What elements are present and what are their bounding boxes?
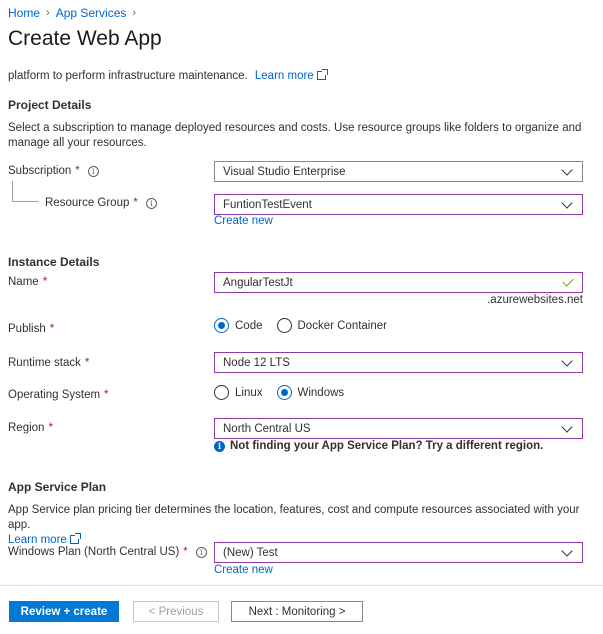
radio-unselected-icon[interactable] bbox=[214, 385, 229, 400]
runtime-stack-label: Runtime stack * bbox=[8, 357, 90, 369]
resource-group-create-new-link[interactable]: Create new bbox=[214, 215, 273, 227]
windows-plan-label: Windows Plan (North Central US) * i bbox=[8, 546, 207, 558]
operating-system-label: Operating System * bbox=[8, 389, 109, 401]
publish-code-radio[interactable]: Code bbox=[214, 318, 263, 333]
review-create-button[interactable]: Review + create bbox=[9, 601, 119, 622]
runtime-stack-dropdown[interactable]: Node 12 LTS bbox=[214, 352, 583, 373]
publish-radio-group bbox=[214, 318, 387, 333]
learn-more-link[interactable]: Learn more bbox=[255, 70, 326, 82]
required-marker: * bbox=[48, 422, 53, 434]
breadcrumb-app-services-link[interactable]: App Services bbox=[55, 6, 127, 20]
chevron-down-icon bbox=[561, 355, 572, 366]
required-marker: * bbox=[75, 165, 80, 177]
page-title: Create Web App bbox=[8, 27, 162, 50]
instance-details-heading: Instance Details bbox=[8, 255, 100, 269]
resource-group-label: Resource Group * i bbox=[45, 197, 157, 209]
os-windows-radio[interactable]: Windows bbox=[277, 385, 345, 400]
info-icon[interactable]: i bbox=[146, 198, 157, 209]
external-link-icon bbox=[317, 71, 326, 80]
info-icon[interactable]: i bbox=[196, 547, 207, 558]
footer-divider bbox=[0, 585, 603, 586]
project-details-heading: Project Details bbox=[8, 98, 92, 112]
publish-label: Publish * bbox=[8, 323, 55, 335]
name-label: Name * bbox=[8, 276, 48, 288]
radio-selected-icon[interactable] bbox=[277, 385, 292, 400]
chevron-down-icon bbox=[561, 421, 572, 432]
region-label: Region * bbox=[8, 422, 53, 434]
region-dropdown[interactable]: North Central US bbox=[214, 418, 583, 439]
region-hint: i Not finding your App Service Plan? Try a different region. bbox=[214, 440, 543, 452]
operating-system-radio-group bbox=[214, 385, 344, 400]
windows-plan-dropdown[interactable]: (New) Test bbox=[214, 542, 583, 563]
tree-connector bbox=[12, 201, 38, 202]
resource-group-dropdown[interactable]: FuntionTestEvent bbox=[214, 194, 583, 215]
info-icon: i bbox=[214, 441, 225, 452]
subscription-label: Subscription * i bbox=[8, 165, 99, 177]
chevron-right-icon: › bbox=[46, 7, 50, 19]
app-service-plan-description: App Service plan pricing tier determines the location, features, cost and compute resources associated with your app. Learn more bbox=[8, 504, 580, 546]
subscription-dropdown[interactable]: Visual Studio Enterprise bbox=[214, 161, 583, 182]
checkmark-icon bbox=[562, 275, 573, 286]
intro-text: platform to perform infrastructure maintenance. Learn more bbox=[8, 70, 326, 82]
required-marker: * bbox=[84, 357, 90, 369]
app-service-plan-heading: App Service Plan bbox=[8, 480, 107, 494]
windows-plan-create-new-link[interactable]: Create new bbox=[214, 564, 273, 576]
plan-learn-more-link[interactable]: Learn more bbox=[8, 534, 79, 546]
tree-connector bbox=[12, 181, 13, 201]
breadcrumb bbox=[8, 6, 136, 20]
breadcrumb-home-link[interactable]: Home bbox=[8, 6, 41, 20]
required-marker: * bbox=[42, 276, 48, 288]
next-monitoring-button[interactable]: Next : Monitoring > bbox=[231, 601, 363, 622]
previous-button[interactable]: < Previous bbox=[133, 601, 219, 622]
name-domain-suffix: .azurewebsites.net bbox=[487, 294, 583, 306]
radio-selected-icon[interactable] bbox=[214, 318, 229, 333]
required-marker: * bbox=[133, 197, 138, 209]
os-linux-radio[interactable]: Linux bbox=[214, 385, 263, 400]
radio-unselected-icon[interactable] bbox=[277, 318, 292, 333]
chevron-down-icon bbox=[561, 164, 572, 175]
name-input[interactable]: AngularTestJt bbox=[214, 272, 583, 293]
required-marker: * bbox=[49, 323, 55, 335]
external-link-icon bbox=[70, 535, 79, 544]
info-icon[interactable]: i bbox=[88, 166, 99, 177]
required-marker: * bbox=[104, 389, 109, 401]
project-details-description: Select a subscription to manage deployed resources and costs. Use resource groups like folders to organize and manage all your resources. bbox=[8, 122, 582, 149]
publish-docker-radio[interactable]: Docker Container bbox=[277, 318, 387, 333]
chevron-right-icon: › bbox=[132, 7, 137, 19]
chevron-down-icon bbox=[561, 545, 572, 556]
required-marker: * bbox=[183, 546, 188, 558]
chevron-down-icon bbox=[561, 197, 572, 208]
